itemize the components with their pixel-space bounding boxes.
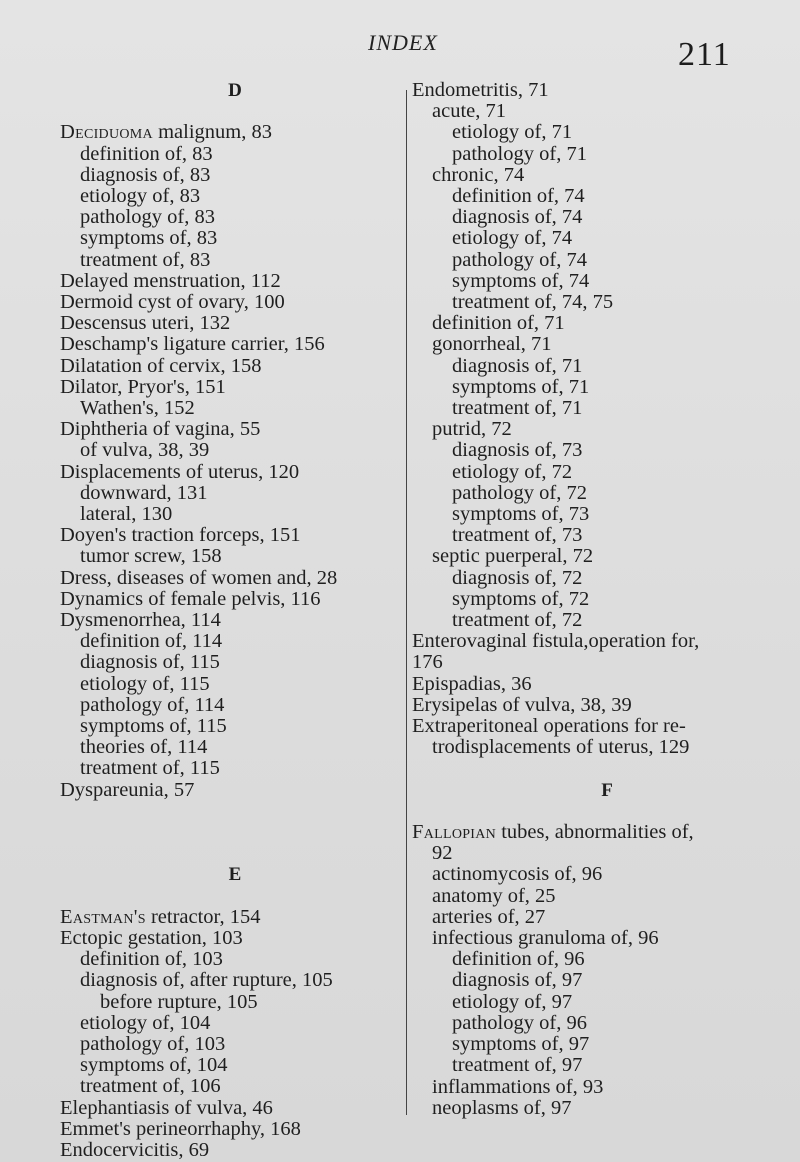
entry-text: diagnosis of, 72 [452, 566, 583, 589]
entry-text: retractor, 154 [145, 905, 261, 928]
index-entry [60, 271, 410, 292]
entry-text: symptoms of, 73 [452, 503, 590, 526]
column-divider [406, 90, 407, 1115]
index-entry [60, 674, 410, 695]
entry-text: downward, 131 [80, 481, 208, 504]
section-e-continued-entries [412, 80, 800, 759]
entry-text: putrid, 72 [432, 418, 512, 441]
entry-text: Dermoid cyst of ovary, 100 [60, 291, 285, 313]
index-entry [412, 610, 800, 631]
index-entry [412, 292, 800, 313]
entry-text: Epispadias, 36 [412, 672, 532, 695]
index-entry [412, 462, 800, 483]
index-entry [412, 228, 800, 249]
entry-text: diagnosis of, 83 [80, 163, 211, 186]
entry-text: Diphtheria of vagina, 55 [60, 418, 261, 441]
index-entry [60, 462, 410, 483]
entry-text: infectious granuloma of, 96 [432, 927, 659, 950]
index-entry [60, 907, 410, 928]
index-entry [60, 292, 410, 313]
entry-text: anatomy of, 25 [432, 884, 556, 907]
entry-text: tubes, abnormalities of, [496, 821, 694, 844]
entry-text: symptoms of, 74 [452, 269, 590, 292]
entry-text: neoplasms of, 97 [432, 1096, 572, 1119]
section-letter-d: D [228, 80, 242, 101]
entry-text: tumor screw, 158 [80, 545, 222, 568]
entry-text: of vulva, 38, 39 [80, 439, 210, 462]
index-entry [60, 992, 410, 1013]
index-entry [412, 822, 800, 843]
index-entry [60, 1034, 410, 1055]
entry-text: treatment of, 115 [80, 757, 220, 780]
index-entry [412, 250, 800, 271]
entry-text: pathology of, 114 [80, 693, 225, 716]
index-entry [60, 780, 410, 801]
entry-text: Dyspareunia, 57 [60, 778, 195, 801]
entry-text: etiology of, 97 [452, 990, 573, 1013]
entry-text: treatment of, 74, 75 [452, 291, 614, 314]
index-entry [412, 1077, 800, 1098]
index-entry [60, 949, 410, 970]
entry-text: before rupture, 105 [100, 990, 258, 1013]
entry-text: treatment of, 83 [80, 248, 211, 271]
index-entry [60, 483, 410, 504]
entry-text: definition of, 71 [432, 312, 565, 335]
index-entry [412, 483, 800, 504]
index-entry [60, 568, 410, 589]
index-entry [60, 716, 410, 737]
entry-text: etiology of, 83 [80, 184, 201, 207]
entry-text: treatment of, 72 [452, 609, 583, 632]
entry-text: 176 [412, 651, 443, 674]
index-entry [412, 165, 800, 186]
entry-text: etiology of, 115 [80, 672, 210, 695]
index-column-left [60, 80, 410, 1161]
entry-text: inflammations of, 93 [432, 1075, 604, 1098]
entry-text: Doyen's traction forceps, 151 [60, 524, 301, 547]
entry-text: Deschamp's ligature carrier, 156 [60, 333, 325, 356]
index-entry [60, 758, 410, 779]
entry-text: definition of, 96 [452, 948, 585, 971]
entry-text: pathology of, 72 [452, 481, 587, 504]
entry-text: symptoms of, 71 [452, 375, 590, 398]
index-entry [60, 398, 410, 419]
entry-text: diagnosis of, after rupture, 105 [80, 969, 333, 992]
entry-text: treatment of, 106 [80, 1075, 221, 1098]
section-letter-f: F [601, 779, 613, 801]
entry-text: Descensus uteri, 132 [60, 312, 231, 335]
entry-text: pathology of, 71 [452, 142, 587, 165]
entry-text: 92 [432, 842, 453, 865]
entry-text: Endometritis, 71 [412, 79, 549, 101]
entry-text: arteries of, 27 [432, 905, 546, 928]
running-head: INDEX [368, 30, 438, 55]
entry-text: treatment of, 71 [452, 397, 583, 420]
index-entry [412, 949, 800, 970]
index-entry [60, 334, 410, 355]
index-entry [60, 144, 410, 165]
index-entry [60, 122, 410, 143]
index-entry [412, 843, 800, 864]
index-entry [412, 80, 800, 101]
index-entry [60, 228, 410, 249]
entry-text: malignum, 83 [152, 121, 272, 144]
entry-text: diagnosis of, 74 [452, 206, 583, 229]
index-entry [60, 313, 410, 334]
entry-text: etiology of, 74 [452, 227, 573, 250]
index-entry [60, 1098, 410, 1119]
index-entry [60, 610, 410, 631]
index-entry [60, 1119, 410, 1140]
entry-text: Dynamics of female pelvis, 116 [60, 587, 321, 610]
index-entry [412, 313, 800, 334]
entry-text: Wathen's, 152 [80, 397, 195, 420]
index-entry [60, 1140, 410, 1161]
index-entry [412, 695, 800, 716]
index-entry [412, 334, 800, 355]
index-entry [412, 1013, 800, 1034]
entry-text: symptoms of, 104 [80, 1054, 228, 1077]
index-entry [412, 652, 800, 673]
entry-text: actinomycosis of, 96 [432, 863, 603, 886]
index-entry [412, 144, 800, 165]
page-number: 211 [678, 36, 731, 73]
entry-text: Dilator, Pryor's, 151 [60, 375, 226, 398]
index-entry [412, 101, 800, 122]
entry-text: symptoms of, 83 [80, 227, 218, 250]
index-entry [412, 419, 800, 440]
entry-text: Dress, diseases of women and, 28 [60, 566, 338, 589]
entry-text: symptoms of, 97 [452, 1033, 590, 1056]
index-entry [60, 525, 410, 546]
entry-text: acute, 71 [432, 100, 506, 123]
index-entry [412, 886, 800, 907]
index-entry [412, 568, 800, 589]
entry-text: Emmet's perineorrhaphy, 168 [60, 1117, 301, 1140]
index-entry [412, 1098, 800, 1119]
index-entry [60, 377, 410, 398]
entry-text: pathology of, 103 [80, 1033, 226, 1056]
entry-text: treatment of, 73 [452, 524, 583, 547]
entry-text: symptoms of, 115 [80, 715, 227, 738]
entry-text: etiology of, 72 [452, 460, 573, 483]
index-entry [412, 716, 800, 737]
entry-text: pathology of, 74 [452, 248, 587, 271]
entry-text: Dilatation of cervix, 158 [60, 354, 262, 377]
index-entry [412, 504, 800, 525]
index-entry [412, 377, 800, 398]
index-entry [60, 970, 410, 991]
entry-text: pathology of, 96 [452, 1011, 587, 1034]
index-entry [412, 1034, 800, 1055]
index-entry [60, 589, 410, 610]
entry-text: etiology of, 104 [80, 1011, 211, 1034]
entry-text: gonorrheal, 71 [432, 333, 552, 356]
entry-text: definition of, 74 [452, 185, 585, 208]
index-entry [60, 695, 410, 716]
entry-text: Erysipelas of vulva, 38, 39 [412, 693, 632, 716]
index-entry [412, 271, 800, 292]
section-e-entries [60, 907, 410, 1161]
index-entry [412, 440, 800, 461]
entry-lead-word: Deciduoma [60, 121, 153, 144]
section-d-entries [60, 122, 410, 801]
entry-text: treatment of, 97 [452, 1054, 583, 1077]
index-entry [412, 864, 800, 885]
index-entry [60, 1076, 410, 1097]
index-column-right [412, 80, 800, 1119]
index-entry [412, 207, 800, 228]
index-entry [412, 546, 800, 567]
entry-text: lateral, 130 [80, 503, 173, 526]
section-f-entries [412, 822, 800, 1119]
index-entry [412, 631, 800, 652]
entry-lead-word: Eastman's [60, 905, 146, 928]
index-entry [60, 1055, 410, 1076]
entry-text: Dysmenorrhea, 114 [60, 609, 221, 632]
index-entry [60, 419, 410, 440]
index-entry [60, 928, 410, 949]
index-entry [412, 186, 800, 207]
entry-text: Endocervicitis, 69 [60, 1139, 210, 1162]
index-entry [412, 674, 800, 695]
entry-text: Enterovaginal fistula,operation for, [412, 630, 700, 653]
index-entry [60, 165, 410, 186]
index-entry [412, 589, 800, 610]
index-entry [412, 907, 800, 928]
entry-text: etiology of, 71 [452, 121, 573, 144]
entry-text: trodisplacements of uterus, 129 [432, 736, 690, 759]
index-entry [412, 356, 800, 377]
entry-text: definition of, 114 [80, 630, 223, 653]
index-entry [60, 631, 410, 652]
entry-text: Ectopic gestation, 103 [60, 927, 243, 950]
index-entry [412, 122, 800, 143]
index-entry [412, 928, 800, 949]
entry-text: diagnosis of, 73 [452, 439, 583, 462]
index-entry [60, 250, 410, 271]
index-entry [60, 652, 410, 673]
index-entry [60, 356, 410, 377]
index-entry [412, 525, 800, 546]
entry-text: definition of, 103 [80, 948, 223, 971]
index-entry [60, 207, 410, 228]
index-entry [60, 186, 410, 207]
index-entry [60, 546, 410, 567]
entry-text: septic puerperal, 72 [432, 545, 594, 568]
entry-text: theories of, 114 [80, 736, 208, 759]
entry-lead-word: Fallopian [412, 821, 497, 844]
section-letter-e: E [228, 864, 242, 886]
index-entry [60, 504, 410, 525]
entry-text: definition of, 83 [80, 142, 213, 165]
entry-text: symptoms of, 72 [452, 587, 590, 610]
index-entry [412, 970, 800, 991]
index-entry [412, 737, 800, 758]
entry-text: Displacements of uterus, 120 [60, 460, 300, 483]
entry-text: chronic, 74 [432, 163, 525, 186]
entry-text: Elephantiasis of vulva, 46 [60, 1096, 273, 1119]
entry-text: pathology of, 83 [80, 206, 215, 229]
index-entry [60, 737, 410, 758]
index-entry [60, 1013, 410, 1034]
index-entry [412, 398, 800, 419]
entry-text: diagnosis of, 115 [80, 651, 220, 674]
entry-text: Extraperitoneal operations for re- [412, 715, 686, 738]
index-entry [412, 1055, 800, 1076]
index-entry [412, 992, 800, 1013]
index-entry [60, 440, 410, 461]
entry-text: diagnosis of, 97 [452, 969, 583, 992]
entry-text: diagnosis of, 71 [452, 354, 583, 377]
entry-text: Delayed menstruation, 112 [60, 269, 281, 292]
